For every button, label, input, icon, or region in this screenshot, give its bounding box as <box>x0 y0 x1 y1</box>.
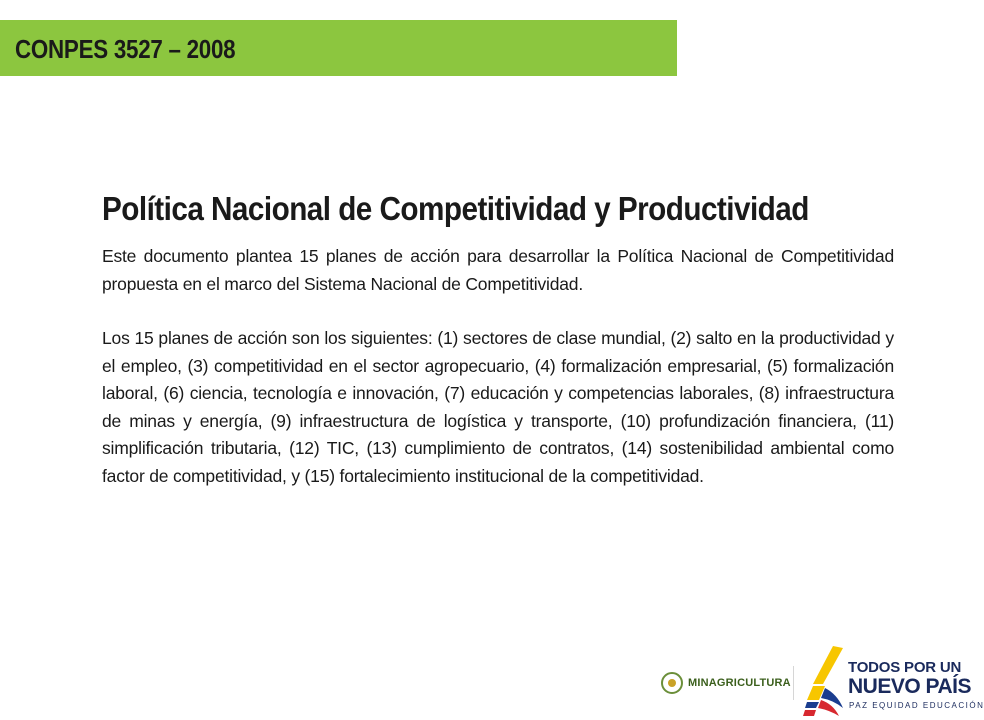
action-plans-paragraph: Los 15 planes de acción son los siguientes: (1) sectores de clase mundial, (2) salto en la productividad y el empleo, (3) competitividad en el sector agropecuario, (4) formalización empresarial, (5) formalización laboral, (6) ciencia, tecnología e innovación, (7) educación y competencias laborales, (8) infraestructura de minas y energía, (9) infraestructura de logística y transporte, (10) profundización financiera, (11) simplificación tributaria, (12) TIC, (13) cumplimiento de contratos, (14) sostenibilidad ambiental como factor de competitividad, y (15) fortalecimiento institucional de la competitividad. <box>102 328 894 486</box>
brand-line-2: NUEVO PAÍS <box>848 675 971 698</box>
slide-title: CONPES 3527 – 2008 <box>15 34 236 64</box>
footer-logos <box>655 640 984 720</box>
section-heading: Política Nacional de Competitividad y Productividad <box>102 190 809 227</box>
nuevo-pais-logo <box>803 644 984 718</box>
brand-tagline: PAZ EQUIDAD EDUCACIÓN <box>849 701 984 710</box>
coat-of-arms-icon <box>661 672 683 694</box>
minagricultura-logo <box>655 666 794 700</box>
tricolor-swoosh-icon <box>803 644 847 718</box>
title-banner <box>0 20 677 76</box>
brand-line-1: TODOS POR UN <box>848 659 962 676</box>
intro-paragraph: Este documento plantea 15 planes de acción para desarrollar la Política Nacional de Competitividad propuesta en el marco del Sistema Nacional de Competitividad. <box>102 246 894 294</box>
slide-content <box>102 190 894 490</box>
ministry-name: MINAGRICULTURA <box>688 677 791 689</box>
